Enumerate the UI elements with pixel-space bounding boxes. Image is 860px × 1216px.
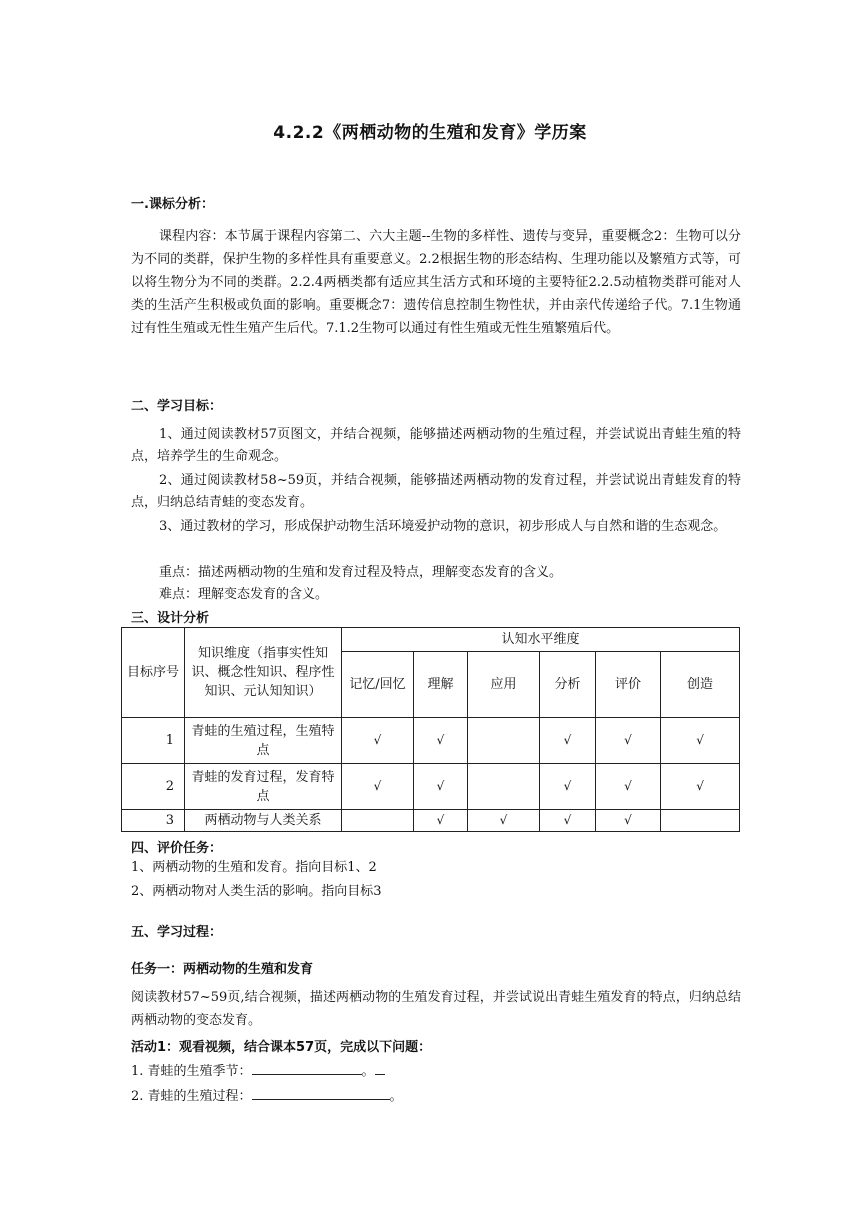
row-goal-number: 1 bbox=[122, 718, 185, 764]
row-mark: √ bbox=[540, 810, 596, 832]
difficult-point: 难点：理解变态发育的含义。 bbox=[159, 587, 329, 602]
goal-2: 2、通过阅读教材58~59页，并结合视频，能够描述两栖动物的发育过程，并尝试说出青蛙发育的特点，归纳总结青蛙的变态发育。 bbox=[131, 473, 741, 510]
task-one-heading: 任务一：两栖动物的生殖和发育 bbox=[131, 962, 314, 977]
section-heading-process: 五、学习过程： bbox=[131, 925, 223, 940]
header-level-evaluate: 评价 bbox=[596, 652, 661, 718]
row-mark: √ bbox=[661, 718, 740, 764]
section-heading-curriculum: 一.课标分析： bbox=[131, 197, 214, 212]
question-2 bbox=[131, 1085, 403, 1107]
row-goal-number: 3 bbox=[122, 810, 185, 832]
row-mark: √ bbox=[596, 764, 661, 810]
header-level-analyze: 分析 bbox=[540, 652, 596, 718]
row-mark: √ bbox=[596, 810, 661, 832]
row-mark bbox=[468, 718, 540, 764]
row-mark bbox=[342, 810, 414, 832]
row-knowledge: 青蛙的生殖过程，生殖特点 bbox=[185, 718, 342, 764]
question-1-label: 1. 青蛙的生殖季节： bbox=[131, 1064, 252, 1079]
header-cognitive-dimension: 认知水平维度 bbox=[342, 628, 740, 652]
header-level-remember: 记忆/回忆 bbox=[342, 652, 414, 718]
design-analysis-table bbox=[121, 627, 740, 832]
row-mark: √ bbox=[342, 764, 414, 810]
row-mark: √ bbox=[661, 764, 740, 810]
row-mark: √ bbox=[342, 718, 414, 764]
row-knowledge: 青蛙的发育过程，发育特点 bbox=[185, 764, 342, 810]
question-1-underline-tail bbox=[375, 1060, 385, 1075]
table-row bbox=[122, 718, 740, 764]
row-mark: √ bbox=[540, 764, 596, 810]
row-mark: √ bbox=[414, 810, 468, 832]
header-level-understand: 理解 bbox=[414, 652, 468, 718]
section-heading-evaluation: 四、评价任务： bbox=[131, 841, 223, 856]
row-mark: √ bbox=[596, 718, 661, 764]
row-mark: √ bbox=[540, 718, 596, 764]
row-mark: √ bbox=[414, 764, 468, 810]
row-mark: √ bbox=[468, 810, 540, 832]
row-mark bbox=[661, 810, 740, 832]
question-2-end: 。 bbox=[389, 1089, 403, 1104]
activity-one-heading: 活动1：观看视频，结合课本57页，完成以下问题： bbox=[131, 1040, 432, 1055]
goal-1: 1、通过阅读教材57页图文，并结合视频，能够描述两栖动物的生殖过程，并尝试说出青蛙生殖的特点，培养学生的生命观念。 bbox=[131, 427, 741, 464]
row-knowledge: 两栖动物与人类关系 bbox=[185, 810, 342, 832]
row-mark bbox=[468, 764, 540, 810]
row-goal-number: 2 bbox=[122, 764, 185, 810]
header-level-create: 创造 bbox=[661, 652, 740, 718]
table-row bbox=[122, 810, 740, 832]
section-heading-goals: 二、学习目标： bbox=[131, 399, 223, 414]
question-1-answer-blank[interactable] bbox=[252, 1060, 362, 1075]
table-row bbox=[122, 764, 740, 810]
document-title: 4.2.2《两栖动物的生殖和发育》学历案 bbox=[273, 123, 587, 143]
task-one-description: 阅读教材57~59页,结合视频，描述两栖动物的生殖发育过程，并尝试说出青蛙生殖发育的特点，归纳总结两栖动物的变态发育。 bbox=[131, 990, 741, 1028]
header-goal-number: 目标序号 bbox=[122, 628, 185, 718]
header-knowledge-dimension: 知识维度（指事实性知识、概念性知识、程序性知识、元认知知识） bbox=[185, 628, 342, 718]
question-1-end: 。 bbox=[361, 1064, 375, 1079]
row-mark: √ bbox=[414, 718, 468, 764]
section-heading-design: 三、设计分析 bbox=[131, 611, 210, 626]
question-1 bbox=[131, 1060, 385, 1082]
evaluation-task-2: 2、两栖动物对人类生活的影响。指向目标3 bbox=[131, 884, 382, 899]
question-2-answer-blank[interactable] bbox=[252, 1085, 390, 1100]
header-level-apply: 应用 bbox=[468, 652, 540, 718]
question-2-label: 2. 青蛙的生殖过程： bbox=[131, 1089, 252, 1104]
goal-3: 3、通过教材的学习，形成保护动物生活环境爱护动物的意识，初步形成人与自然和谐的生态观念。 bbox=[159, 519, 727, 534]
evaluation-task-1: 1、两栖动物的生殖和发育。指向目标1、2 bbox=[131, 860, 377, 875]
key-point: 重点：描述两栖动物的生殖和发育过程及特点，理解变态发育的含义。 bbox=[159, 565, 563, 580]
curriculum-analysis-text: 课程内容：本节属于课程内容第二、六大主题--生物的多样性、遗传与变异，重要概念2：生物可以分为不同的类群，保护生物的多样性具有重要意义。2.2根据生物的形态结构、生理功能以及繁殖方式等，可以将生物分为不同的类群。2.2.4两栖类都有适应其生活方式和环境的主要特征2.2.5动植物类群可能对人类的生活产生积极或负面的影响。重要概念7：遗传信息控制生物性状，并由亲代传递给子代。7.1生物通过有性生殖或无性生殖产生后代。7.1.2生物可以通过有性生殖或无性生殖繁殖后代。 bbox=[131, 229, 741, 336]
